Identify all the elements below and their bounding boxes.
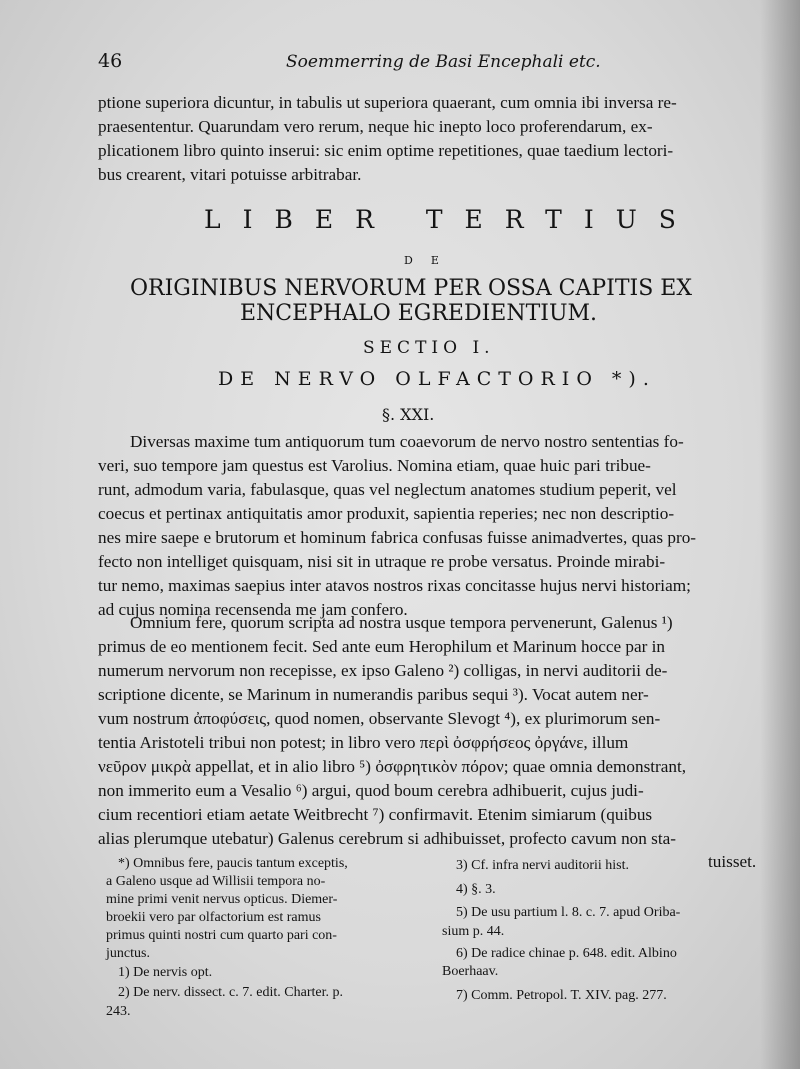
- intro-line: bus crearent, vitari potuisse arbitrabar.: [98, 165, 362, 184]
- paragraph-2-line: cium recentiori etiam aetate Weitbrecht ⁷) confirmavit. Etenim simiarum (quibus: [98, 805, 653, 824]
- footnote-line: primus quinti nostri cum quarto pari con-: [106, 928, 337, 943]
- footnote-line: 3) Cf. infra nervi auditorii hist.: [456, 858, 630, 873]
- footnote-line: 5) De usu partium l. 8. c. 7. apud Oriba-: [456, 905, 681, 920]
- footnote-line: broekii vero par olfactorium est ramus: [106, 910, 321, 925]
- title-de: DE: [404, 254, 457, 267]
- main-heading-line-1: ORIGINIBUS NERVORUM PER OSSA CAPITIS EX: [130, 276, 692, 301]
- intro-line: ptione superiora dicuntur, in tabulis ut superiora quaerant, cum omnia ibi inversa re-: [98, 93, 677, 112]
- intro-line: praesententur. Quarundam vero rerum, neque hic inepto loco proferendarum, ex-: [98, 117, 653, 136]
- paragraph-2-line: νεῦρον μικρὰ appellat, et in alio libro ⁵) ὀσφρητικὸν πόρον; quae omnia demonstrant,: [98, 757, 687, 776]
- paragraph-1-line: ad cujus nomina recensenda me jam confero.: [98, 600, 408, 619]
- paragraph-1-line: nes mire saepe e brutorum et hominum fabrica confusas fuisse animadvertes, quas pro-: [98, 528, 697, 547]
- paragraph-1-line: tur nemo, maximas saepius inter atavos nostros rixas concitasse hujus nervi historiam;: [98, 576, 691, 595]
- footnote-line: 243.: [106, 1004, 131, 1019]
- paragraph-1-line: veri, suo tempore jam questus est Varolius. Nomina etiam, quae huic pari tribue-: [98, 456, 651, 475]
- footnote-line: 2) De nerv. dissect. c. 7. edit. Charter. p.: [118, 985, 343, 1000]
- paragraph-1-line: runt, admodum varia, fabulasque, quas vel neglectum anatomes studium peperit, vel: [98, 480, 677, 499]
- paragraph-2-line: vum nostrum ἀποφύσεις, quod nomen, observante Slevogt ⁴), ex plurimorum sen-: [98, 709, 661, 728]
- running-title: Soemmerring de Basi Encephali etc.: [286, 52, 601, 72]
- subsection-heading: DE NERVO OLFACTORIO *).: [218, 368, 656, 390]
- paragraph-1-line: Diversas maxime tum antiquorum tum coaevorum de nervo nostro sententias fo-: [130, 432, 684, 451]
- paragraph-2-line: numerum nervorum non recepisse, ex ipso Galeno ²) colligas, in nervi auditorii de-: [98, 661, 668, 680]
- paragraph-2-line: Omnium fere, quorum scripta ad nostra usque tempora pervenerunt, Galenus ¹): [130, 613, 673, 632]
- footnote-line: *) Omnibus fere, paucis tantum exceptis,: [118, 856, 348, 871]
- paragraph-mark: §. XXI.: [382, 405, 435, 424]
- page-edge-shadow: [760, 0, 800, 1069]
- paragraph-1-line: coecus et pertinax antiquitatis amor produxit, sapientia reperies; nec non descriptio-: [98, 504, 675, 523]
- footnote-line: 1) De nervis opt.: [118, 965, 213, 980]
- footnote-line: sium p. 44.: [442, 924, 505, 939]
- paragraph-2-line: scriptione dicente, se Marinum in numerandis paribus sequi ³). Vocat autem ner-: [98, 685, 649, 704]
- footnote-line: mine primi venit nervus opticus. Diemer-: [106, 892, 338, 907]
- intro-line: plicationem libro quinto inserui: sic enim optime repetitiones, quae taedium lectori-: [98, 141, 674, 160]
- footnote-line: junctus.: [106, 946, 150, 961]
- section-heading: SECTIO I.: [363, 338, 495, 358]
- paragraph-2-line: tentia Aristoteli tribui non potest; in libro vero περὶ ὀσφρήσεος ὀργάνε, illum: [98, 733, 629, 752]
- page-number: 46: [98, 50, 123, 72]
- book-title: LIBER TERTIUS: [204, 205, 698, 234]
- footnote-line: 7) Comm. Petropol. T. XIV. pag. 277.: [456, 988, 667, 1003]
- paragraph-2-line: non immerito eum a Vesalio ⁶) argui, quod boum cerebra adhibuerit, cujus judi-: [98, 781, 644, 800]
- footnote-line: a Galeno usque ad Willisii tempora no-: [106, 874, 326, 889]
- paragraph-2-line: primus de eo mentionem fecit. Sed ante eum Herophilum et Marinum hocce par in: [98, 637, 666, 656]
- footnote-line: 6) De radice chinae p. 648. edit. Albino: [456, 946, 677, 961]
- footnote-line: 4) §. 3.: [456, 882, 496, 897]
- paragraph-2-line: tuisset.: [708, 852, 757, 871]
- footnote-line: Boerhaav.: [442, 964, 499, 979]
- main-heading-line-2: ENCEPHALO EGREDIENTIUM.: [240, 301, 598, 326]
- paragraph-2-line: alias plerumque utebatur) Galenus cerebrum si adhibuisset, profecto cavum non sta-: [98, 829, 676, 848]
- paragraph-1-line: fecto non intelliget quisquam, nisi sit in utraque re probe versatus. Proinde mirabi-: [98, 552, 666, 571]
